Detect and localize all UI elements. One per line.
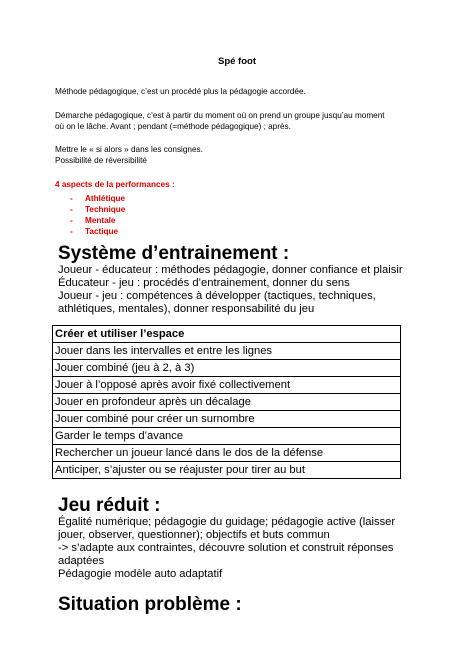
table-cell: Jouer combiné pour créer un surnombre	[53, 411, 401, 428]
table-row	[53, 445, 401, 462]
espace-table	[52, 325, 401, 479]
aspect-label: Mentale	[85, 216, 116, 225]
jeu-reduit-line: Pédagogie modèle auto adaptatif	[58, 568, 223, 580]
systeme-heading: Système d’entrainement :	[58, 243, 290, 264]
table-cell: Anticiper, s’ajuster ou se réajuster pour tirer au but	[53, 462, 401, 479]
jeu-reduit-line: jouer, observer, questionner); objectifs et buts commun	[58, 529, 330, 541]
methode-text: Méthode pédagogique, c’est un procédé plus la pédagogie accordée.	[55, 87, 306, 96]
demarche-line-1: Démarche pédagogique, c’est à partir du moment où on prend un groupe jusqu’au moment	[55, 111, 385, 120]
systeme-line: athlétiques, mentales), donner responsabilité du jeu	[58, 303, 315, 315]
list-item: - Tactique	[70, 227, 119, 236]
table-cell: Jouer combiné (jeu à 2, à 3)	[53, 360, 401, 377]
aspect-label: Athlétique	[85, 194, 126, 203]
situation-heading: Situation problème :	[58, 594, 242, 615]
aspect-label: Tactique	[85, 227, 119, 236]
systeme-line: Joueur - éducateur : méthodes pédagogie, donner confiance et plaisir	[58, 264, 403, 276]
jeu-reduit-heading: Jeu réduit :	[58, 495, 161, 516]
jeu-reduit-line: Égalité numérique; pédagogie du guidage; pédagogie active (laisser	[58, 516, 396, 528]
table-row	[53, 428, 401, 445]
table-row	[53, 377, 401, 394]
systeme-line: Éducateur - jeu : procédés d’entrainement, donner du sens	[58, 277, 350, 289]
table-row	[53, 326, 401, 343]
list-item: - Athlétique	[70, 194, 126, 203]
aspects-heading: 4 aspects de la performances :	[55, 180, 175, 189]
table-row	[53, 360, 401, 377]
jeu-reduit-line: adaptées	[58, 555, 105, 567]
jeu-reduit-line: -> s’adapte aux contraintes, découvre solution et construit réponses	[58, 542, 394, 554]
systeme-line: Joueur - jeu : compétences à développer (tactiques, techniques,	[58, 290, 376, 302]
table-cell: Rechercher un joueur lancé dans le dos de la défense	[53, 445, 401, 462]
table-cell: Garder le temps d’avance	[53, 428, 401, 445]
aspect-label: Technique	[85, 205, 126, 214]
table-row	[53, 343, 401, 360]
table-row	[53, 394, 401, 411]
table-header-cell: Créer et utiliser l’espace	[53, 326, 401, 343]
document-title: Spé foot	[218, 56, 256, 67]
table-row	[53, 462, 401, 479]
possibilite-text: Possibilité de réversibilité	[55, 156, 147, 165]
list-item: - Technique	[70, 205, 126, 214]
table-cell: Jouer dans les intervalles et entre les lignes	[53, 343, 401, 360]
table-cell: Jouer à l’opposé après avoir fixé collectivement	[53, 377, 401, 394]
mettre-text: Mettre le « si alors » dans les consignes.	[55, 145, 203, 154]
aspects-list	[70, 193, 125, 237]
table-row	[53, 411, 401, 428]
demarche-line-2: où on le lâche. Avant ; pendant (=méthode pédagogique) ; après.	[55, 122, 291, 131]
table-cell: Jouer en profondeur après un décalage	[53, 394, 401, 411]
list-item: - Mentale	[70, 216, 116, 225]
